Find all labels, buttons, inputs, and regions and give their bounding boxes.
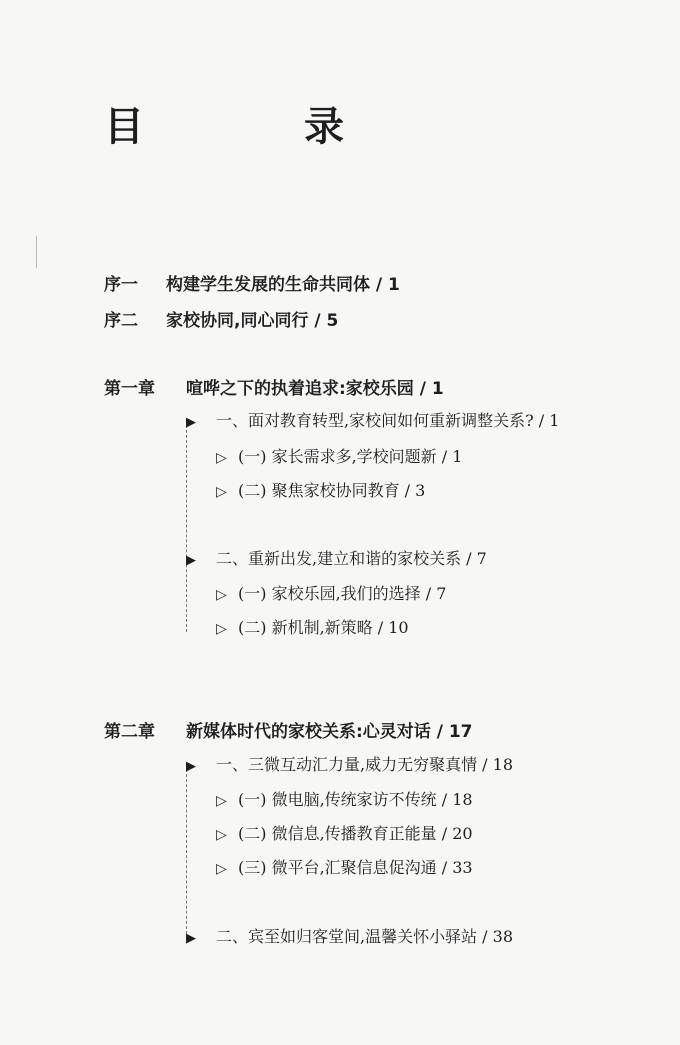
chapter-text: 新媒体时代的家校关系:心灵对话 / 17 [186, 722, 473, 742]
outline-triangle-icon: ▷ [216, 827, 227, 843]
chapter-label: 第二章 [104, 722, 155, 742]
section-text: 一、面对教育转型,家校间如何重新调整关系? / 1 [216, 411, 560, 430]
chapter-1-subsection-2-1[interactable] [216, 581, 446, 604]
outline-triangle-icon: ▷ [216, 587, 227, 603]
subsection-text: (一) 家校乐园,我们的选择 / 7 [238, 584, 447, 603]
dashed-guide-line [186, 764, 187, 934]
subsection-text: (二) 新机制,新策略 / 10 [238, 618, 409, 637]
outline-triangle-icon: ▷ [216, 861, 227, 877]
dashed-guide-line [186, 420, 187, 632]
chapter-2-subsection-1-2[interactable] [216, 821, 473, 844]
chapter-1-section-1[interactable] [186, 408, 559, 431]
preface-text: 构建学生发展的生命共同体 / 1 [166, 275, 400, 295]
chapter-text: 喧哗之下的执着追求:家校乐园 / 1 [186, 379, 444, 399]
chapter-label: 第一章 [104, 379, 155, 399]
preface-1[interactable] [104, 270, 400, 295]
page-title: 目 录 [104, 104, 404, 150]
chapter-1-subsection-2-2[interactable] [216, 615, 409, 638]
preface-2[interactable] [104, 306, 338, 331]
chapter-2-subsection-1-1[interactable] [216, 787, 473, 810]
chapter-2-section-2[interactable] [186, 924, 513, 947]
filled-triangle-icon: ▶ [186, 759, 196, 774]
chapter-2-heading[interactable] [104, 717, 473, 742]
subsection-text: (三) 微平台,汇聚信息促沟通 / 33 [238, 858, 473, 877]
outline-triangle-icon: ▷ [216, 450, 227, 466]
subsection-text: (二) 聚焦家校协同教育 / 3 [238, 481, 426, 500]
chapter-1-section-2[interactable] [186, 546, 487, 569]
preface-text: 家校协同,同心同行 / 5 [166, 311, 339, 331]
chapter-2-section-1[interactable] [186, 752, 513, 775]
subsection-text: (一) 微电脑,传统家访不传统 / 18 [238, 790, 473, 809]
preface-label: 序二 [104, 311, 138, 331]
outline-triangle-icon: ▷ [216, 793, 227, 809]
chapter-1-subsection-1-1[interactable] [216, 444, 462, 467]
subsection-text: (一) 家长需求多,学校问题新 / 1 [238, 447, 463, 466]
page-edge-mark [36, 236, 37, 268]
filled-triangle-icon: ▶ [186, 931, 196, 946]
chapter-1-heading[interactable] [104, 374, 444, 399]
chapter-1-subsection-1-2[interactable] [216, 478, 425, 501]
section-text: 二、宾至如归客堂间,温馨关怀小驿站 / 38 [216, 927, 514, 946]
filled-triangle-icon: ▶ [186, 415, 196, 430]
subsection-text: (二) 微信息,传播教育正能量 / 20 [238, 824, 473, 843]
outline-triangle-icon: ▷ [216, 621, 227, 637]
chapter-2-subsection-1-3[interactable] [216, 855, 473, 878]
section-text: 二、重新出发,建立和谐的家校关系 / 7 [216, 549, 487, 568]
filled-triangle-icon: ▶ [186, 553, 196, 568]
outline-triangle-icon: ▷ [216, 484, 227, 500]
preface-label: 序一 [104, 275, 138, 295]
section-text: 一、三微互动汇力量,威力无穷聚真情 / 18 [216, 755, 514, 774]
